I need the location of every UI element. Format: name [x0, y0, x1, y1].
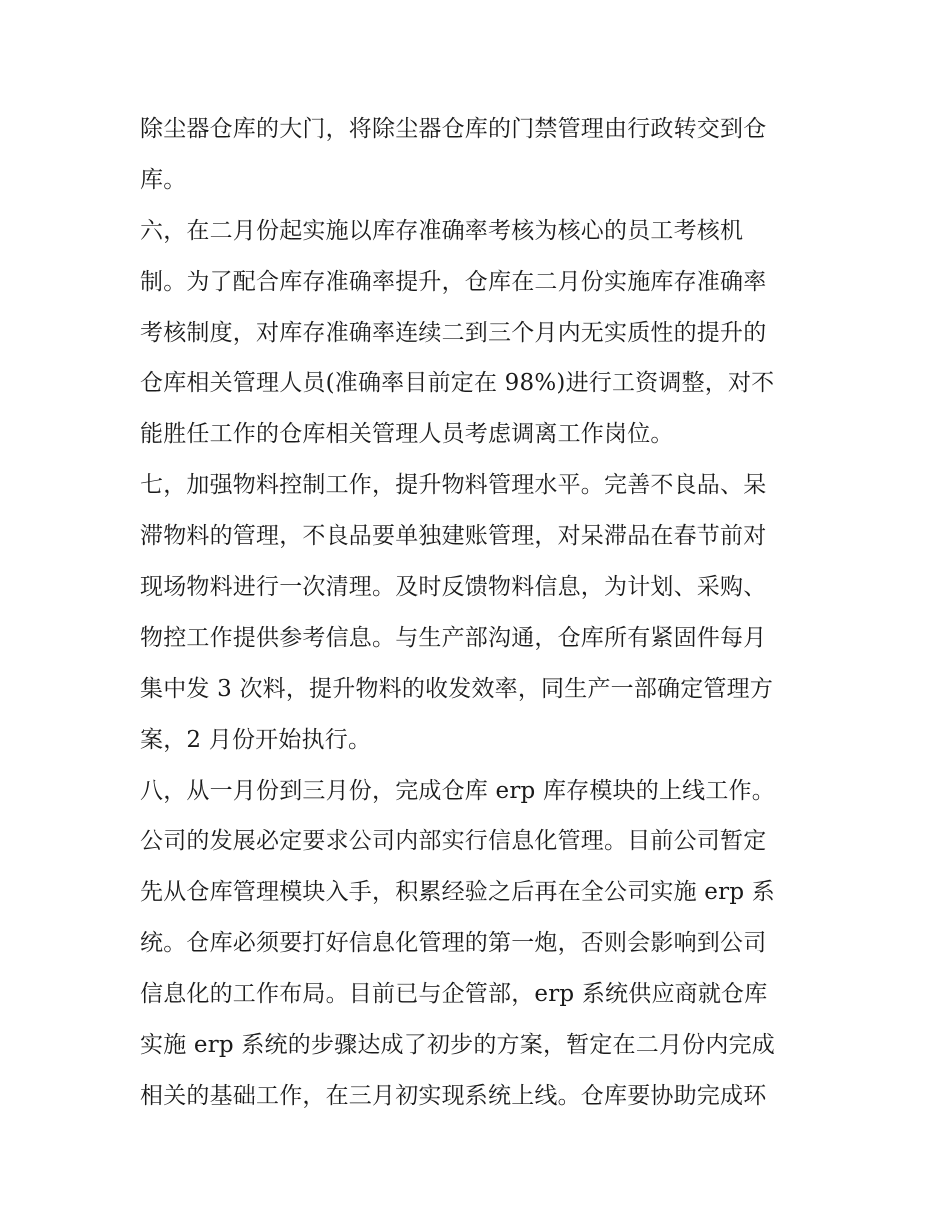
text-line: 案，2 月份开始执行。 [140, 726, 372, 753]
text-line: 制。为了配合库存准确率提升，仓库在二月份实施库存准确率 [140, 268, 767, 295]
text-line: 能胜任工作的仓库相关管理人员考虑调离工作岗位。 [140, 421, 674, 448]
text-line: 实施 erp 系统的步骤达成了初步的方案，暂定在二月份内完成 [140, 1032, 775, 1059]
text-line: 先从仓库管理模块入手，积累经验之后再在全公司实施 erp 系 [140, 879, 775, 906]
text-line: 相关的基础工作，在三月初实现系统上线。仓库要协助完成环 [140, 1082, 767, 1109]
section-six-heading-line: 六，在二月份起实施以库存准确率考核为核心的员工考核机 [140, 217, 744, 244]
text-line: 考核制度，对库存准确率连续二到三个月内无实质性的提升的 [140, 319, 767, 346]
text-line: 库。 [140, 166, 187, 193]
text-line: 现场物料进行一次清理。及时反馈物料信息，为计划、采购、 [140, 574, 767, 601]
text-line: 滞物料的管理，不良品要单独建账管理，对呆滞品在春节前对 [140, 523, 767, 550]
section-seven-heading-line: 七，加强物料控制工作，提升物料管理水平。完善不良品、呆 [140, 472, 767, 499]
text-line: 集中发 3 次料，提升物料的收发效率，同生产一部确定管理方 [140, 675, 774, 702]
text-line: 除尘器仓库的大门，将除尘器仓库的门禁管理由行政转交到仓 [140, 116, 767, 142]
section-eight-heading-line: 八，从一月份到三月份，完成仓库 erp 库存模块的上线工作。 [140, 777, 775, 804]
text-line: 物控工作提供参考信息。与生产部沟通，仓库所有紧固件每月 [140, 624, 767, 651]
text-line: 统。仓库必须要打好信息化管理的第一炮，否则会影响到公司 [140, 930, 767, 957]
text-line: 仓库相关管理人员(准确率目前定在 98%)进行工资调整，对不 [140, 370, 775, 397]
text-line: 信息化的工作布局。目前已与企管部，erp 系统供应商就仓库 [140, 981, 768, 1008]
document-body [140, 104, 820, 1122]
text-line: 公司的发展必定要求公司内部实行信息化管理。目前公司暂定 [140, 828, 767, 855]
